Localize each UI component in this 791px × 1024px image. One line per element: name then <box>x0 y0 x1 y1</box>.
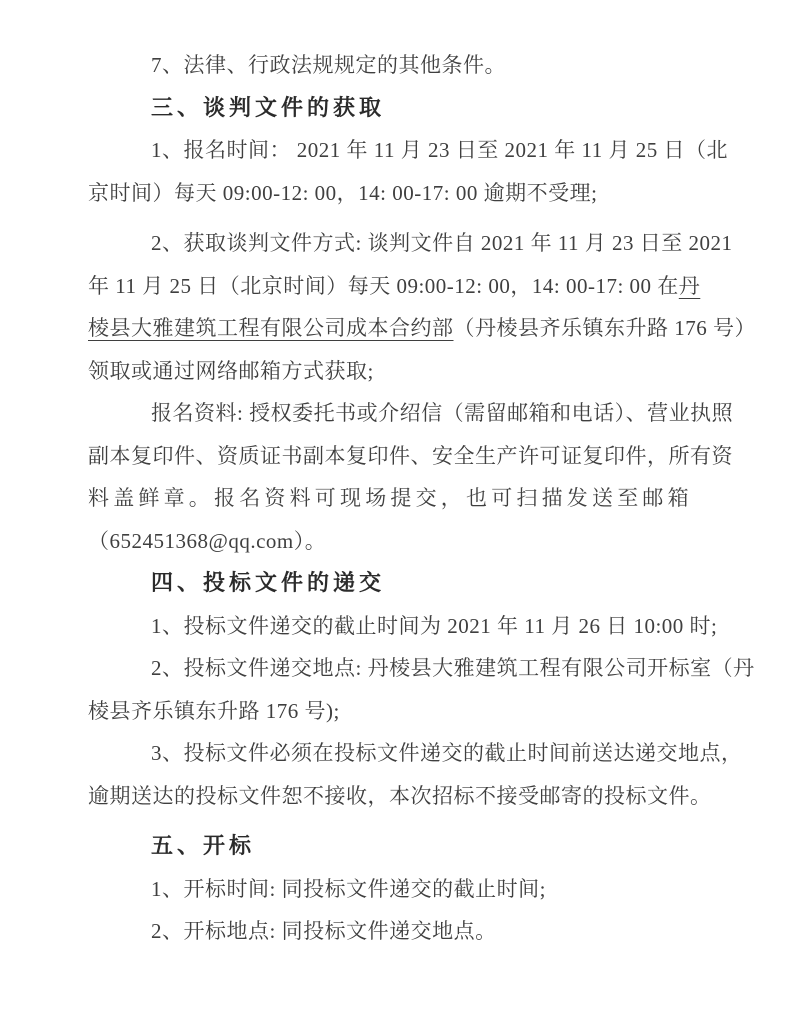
text-segment: 三、谈判文件的获取 <box>151 94 386 120</box>
text-segment: 领取或通过网络邮箱方式获取; <box>88 358 374 383</box>
text-segment: 3、投标文件必须在投标文件递交的截止时间前送达递交地点， <box>151 741 743 765</box>
text-line <box>88 44 716 87</box>
text-segment: 年 11 月 25 日（北京时间）每天 09:00-12: 00，14: 00-17: 00 在 <box>88 273 679 298</box>
text-segment: 2、获取谈判文件方式: 谈判文件自 2021 年 11 月 23 日至 2021 <box>151 231 733 255</box>
text-line <box>88 868 716 911</box>
text-segment: 副本复印件、资质证书副本复印件、安全生产许可证复印件，所有资 <box>88 443 733 468</box>
text-segment: 五、开标 <box>151 833 256 858</box>
section-heading-line <box>88 562 716 605</box>
text-segment: 1、报名时间： 2021 年 11 月 23 日至 2021 年 11 月 25 日（北 <box>151 138 728 162</box>
section-heading-line <box>88 825 716 868</box>
document-text-block <box>88 44 756 953</box>
text-line <box>88 392 734 435</box>
text-line <box>88 732 743 775</box>
text-line <box>88 477 716 520</box>
text-line <box>88 222 733 265</box>
text-line <box>88 605 716 648</box>
text-segment: 四、投标文件的递交 <box>151 570 386 595</box>
text-line <box>88 690 716 733</box>
text-segment: 2、投标文件递交地点: 丹棱县大雅建筑工程有限公司开标室（丹 <box>151 656 755 680</box>
text-line <box>88 520 716 563</box>
text-segment: 1、投标文件递交的截止时间为 2021 年 11 月 26 日 10:00 时; <box>151 613 718 638</box>
text-segment: 7、法律、行政法规规定的其他条件。 <box>151 53 506 77</box>
underlined-text-segment: 丹 <box>678 273 701 298</box>
text-line <box>88 350 716 393</box>
text-segment: （652451368@qq.com）。 <box>88 528 327 553</box>
text-segment: 京时间）每天 09:00-12: 00，14: 00-17: 00 逾期不受理; <box>88 180 598 205</box>
text-segment: （丹棱县齐乐镇东升路 176 号） <box>453 316 756 340</box>
text-line <box>88 172 716 215</box>
text-segment: 棱县齐乐镇东升路 176 号); <box>88 698 340 723</box>
text-line <box>88 910 716 953</box>
text-line <box>88 647 755 690</box>
text-line <box>88 435 733 478</box>
text-line <box>88 307 756 350</box>
text-line <box>88 775 716 818</box>
section-heading-line <box>88 87 716 130</box>
text-segment: 料盖鲜章。报名资料可现场提交，也可扫描发送至邮箱 <box>88 486 693 510</box>
text-line <box>88 129 728 172</box>
text-segment: 逾期送达的投标文件恕不接收，本次招标不接受邮寄的投标文件。 <box>88 783 712 808</box>
text-segment: 2、开标地点: 同投标文件递交地点。 <box>151 919 497 943</box>
underlined-text-segment: 棱县大雅建筑工程有限公司成本合约部 <box>88 316 454 340</box>
text-segment: 1、开标时间: 同投标文件递交的截止时间; <box>151 876 546 901</box>
text-segment: 报名资料: 授权委托书或介绍信（需留邮箱和电话）、营业执照 <box>151 401 734 425</box>
text-line <box>88 265 716 308</box>
